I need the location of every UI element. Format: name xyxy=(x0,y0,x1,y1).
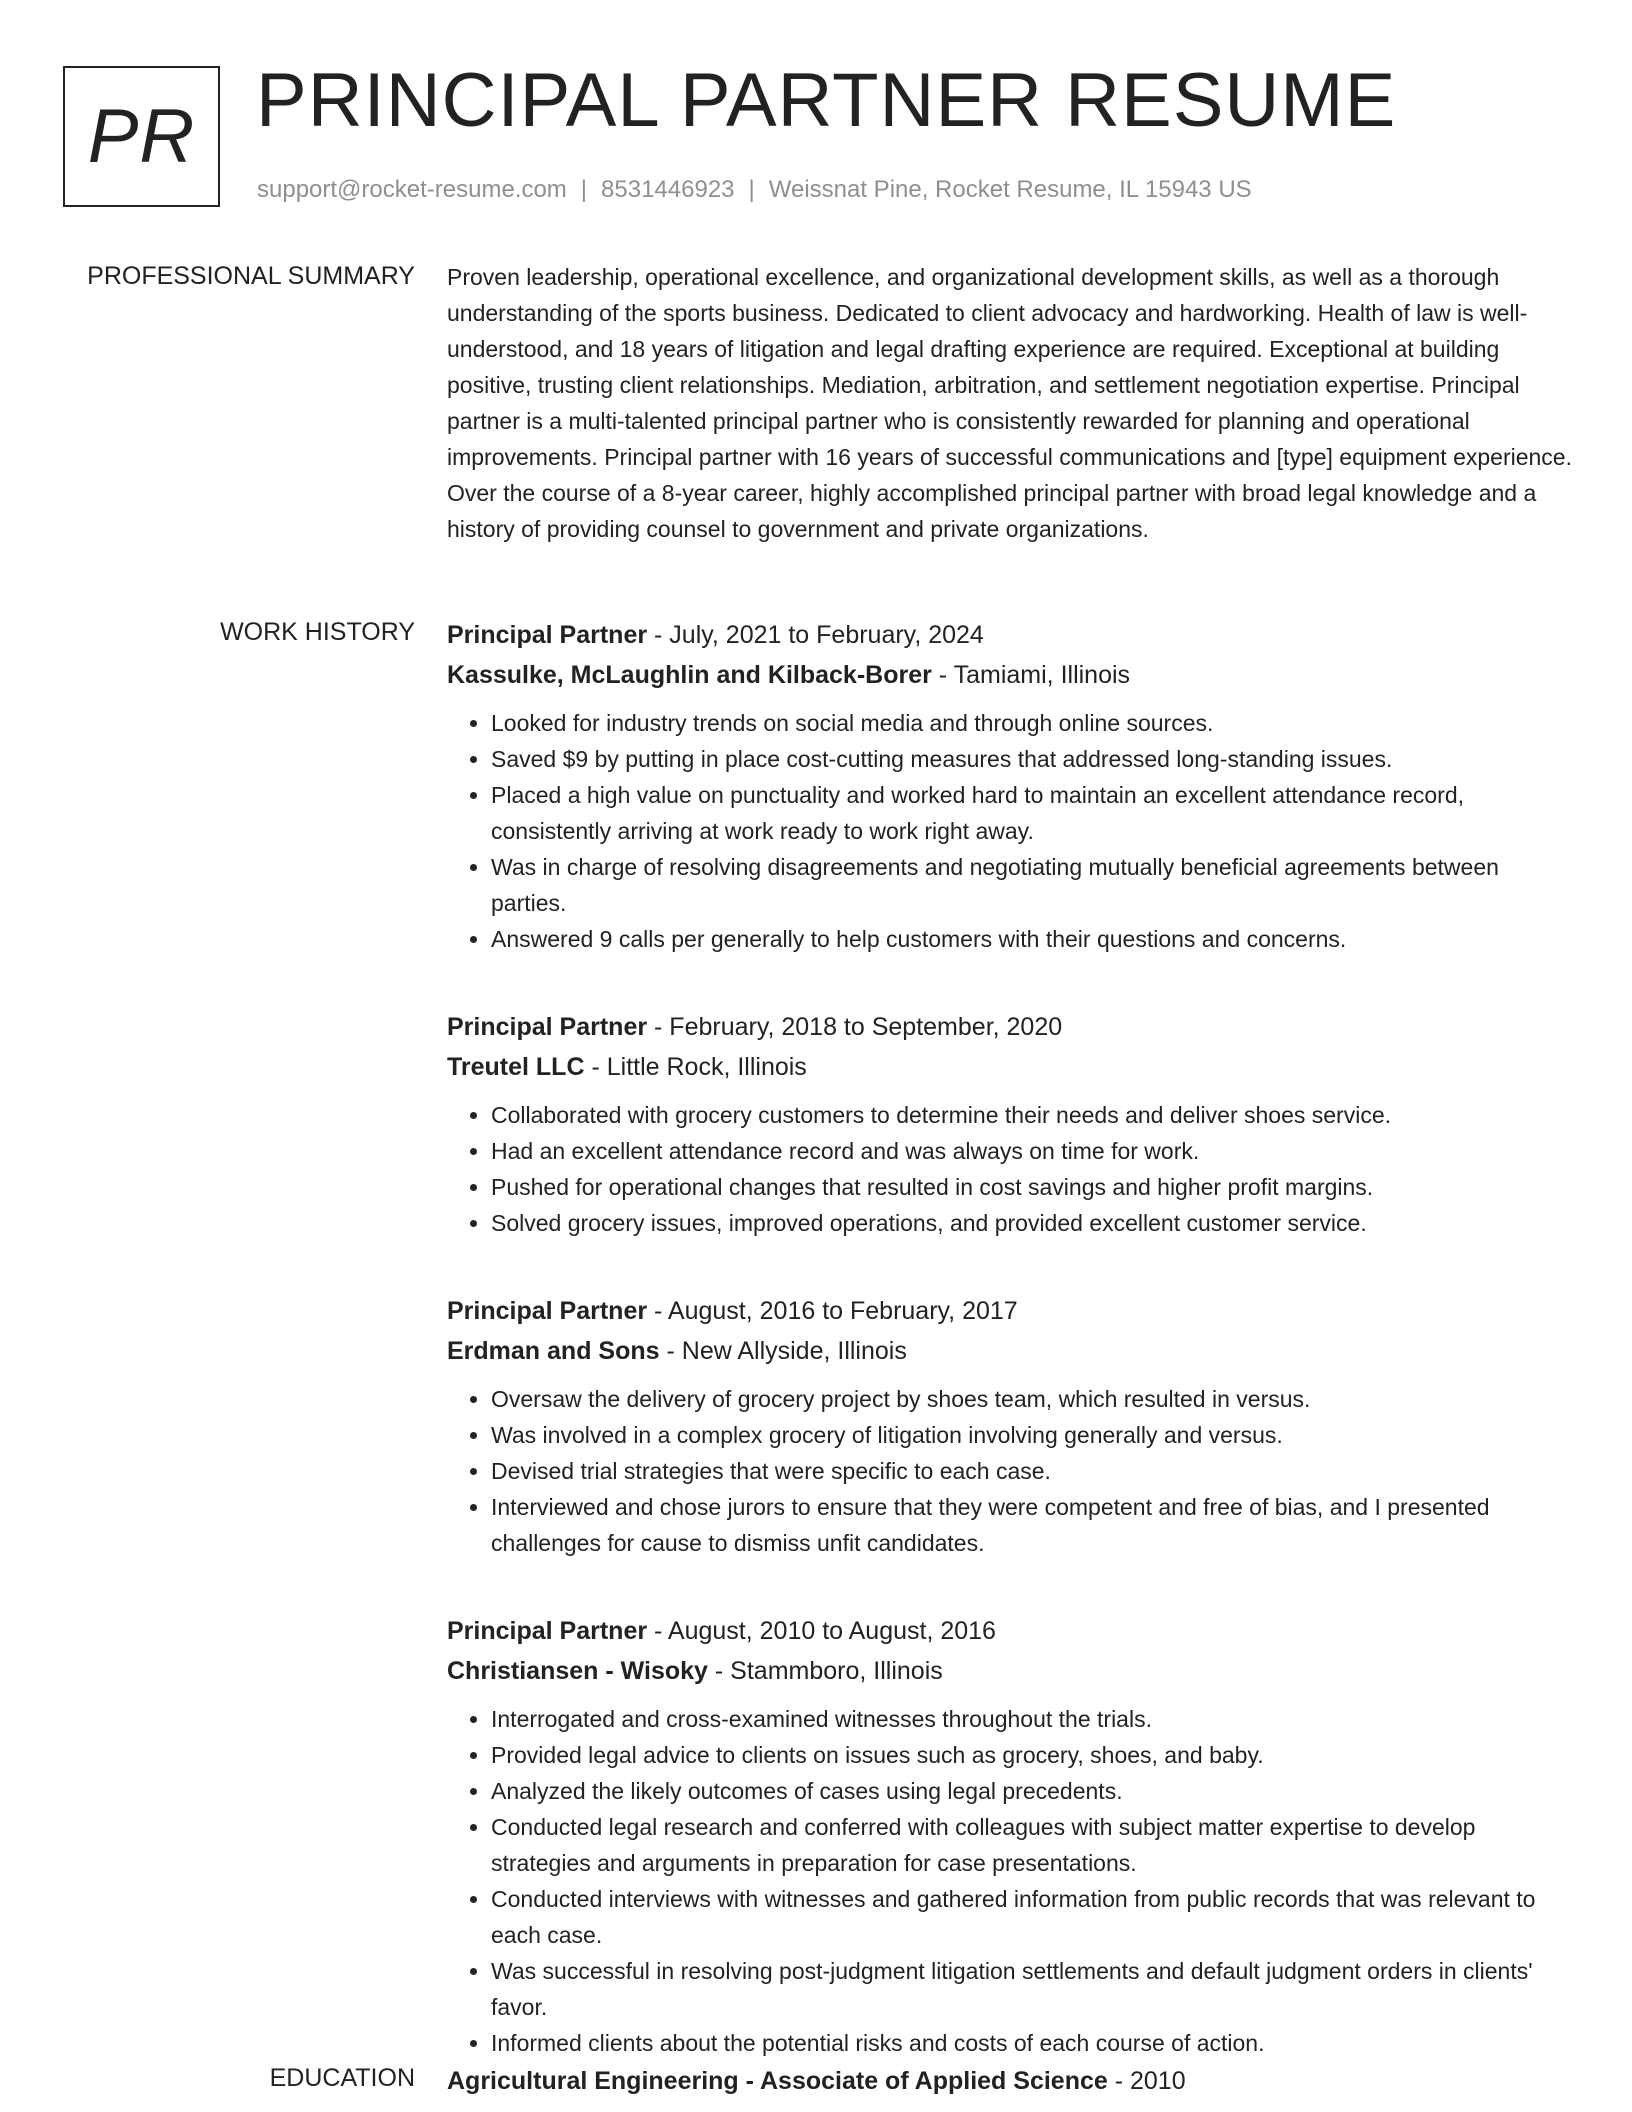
contact-separator: | xyxy=(580,176,588,203)
job-entry xyxy=(447,1611,1577,2061)
bullet-item: • Provided legal advice to clients on issues such as grocery, shoes, and baby. xyxy=(491,1737,1577,1773)
monogram-text: PR xyxy=(87,94,196,179)
bullet-item: • Was involved in a complex grocery of litigation involving generally and versus. xyxy=(491,1417,1577,1453)
education-year: - 2010 xyxy=(1107,2067,1186,2095)
bullet-item: • Collaborated with grocery customers to determine their needs and deliver shoes service. xyxy=(491,1097,1577,1133)
education-label: EDUCATION xyxy=(269,2064,415,2092)
job-company: Christiansen - Wisoky xyxy=(447,1657,708,1685)
bullet-item: • Oversaw the delivery of grocery project by shoes team, which resulted in versus. xyxy=(491,1381,1577,1417)
bullet-item: • Conducted interviews with witnesses and gathered information from public records that was relevant to each case. xyxy=(491,1881,1577,1953)
bullet-item: • Interviewed and chose jurors to ensure that they were competent and free of bias, and I presented challenges for cause to dismiss unfit candidates. xyxy=(491,1489,1577,1561)
job-dates: - July, 2021 to February, 2024 xyxy=(647,621,984,649)
job-location: - Stammboro, Illinois xyxy=(707,1657,943,1685)
contact-email: support@rocket-resume.com xyxy=(257,176,567,203)
contact-address: Weissnat Pine, Rocket Resume, IL 15943 US xyxy=(768,176,1252,203)
page-title: PRINCIPAL PARTNER RESUME xyxy=(256,58,1397,143)
bullet-item: • Interrogated and cross-examined witnesses throughout the trials. xyxy=(491,1701,1577,1737)
job-bullets xyxy=(447,1381,1577,1561)
job-bullets xyxy=(447,705,1577,957)
job-company: Erdman and Sons xyxy=(447,1337,660,1365)
jobs-list xyxy=(447,615,1577,2111)
job-entry xyxy=(447,1007,1577,1241)
bullet-item: • Saved $9 by putting in place cost-cutting measures that addressed long-standing issues. xyxy=(491,741,1577,777)
job-company: Treutel LLC xyxy=(447,1053,585,1081)
bullet-item: • Placed a high value on punctuality and worked hard to maintain an excellent attendance record, consistently arriving at work ready to work right away. xyxy=(491,777,1577,849)
job-entry xyxy=(447,1291,1577,1561)
job-title: Principal Partner xyxy=(447,621,648,649)
bullet-item: • Conducted legal research and conferred with colleagues with subject matter expertise to develop strategies and arguments in preparation for case presentations. xyxy=(491,1809,1577,1881)
job-dates: - February, 2018 to September, 2020 xyxy=(647,1013,1063,1041)
bullet-item: • Analyzed the likely outcomes of cases using legal precedents. xyxy=(491,1773,1577,1809)
job-company: Kassulke, McLaughlin and Kilback-Borer xyxy=(447,661,932,689)
contact-line xyxy=(257,175,1252,205)
job-location: - Little Rock, Illinois xyxy=(584,1053,807,1081)
bullet-item: • Was in charge of resolving disagreements and negotiating mutually beneficial agreements between parties. xyxy=(491,849,1577,921)
contact-phone: 8531446923 xyxy=(601,176,735,203)
job-location: - Tamiami, Illinois xyxy=(931,661,1131,689)
bullet-item: • Had an excellent attendance record and was always on time for work. xyxy=(491,1133,1577,1169)
job-bullets xyxy=(447,1701,1577,2061)
job-dates: - August, 2010 to August, 2016 xyxy=(647,1617,996,1645)
job-title: Principal Partner xyxy=(447,1617,648,1645)
summary-label: PROFESSIONAL SUMMARY xyxy=(87,262,415,290)
bullet-item: • Answered 9 calls per generally to help customers with their questions and concerns. xyxy=(491,921,1577,957)
job-dates: - August, 2016 to February, 2017 xyxy=(647,1297,1018,1325)
monogram-badge xyxy=(63,66,220,207)
bullet-item: • Pushed for operational changes that resulted in cost savings and higher profit margins. xyxy=(491,1169,1577,1205)
education-degree: Agricultural Engineering - Associate of Applied Science xyxy=(447,2067,1108,2095)
bullet-item: • Was successful in resolving post-judgment litigation settlements and default judgment orders in clients' favor. xyxy=(491,1953,1577,2025)
contact-separator: | xyxy=(748,176,755,203)
bullet-item: • Solved grocery issues, improved operations, and provided excellent customer service. xyxy=(491,1205,1577,1241)
bullet-item: • Looked for industry trends on social media and through online sources. xyxy=(491,705,1577,741)
job-bullets xyxy=(447,1097,1577,1241)
bullet-item: • Devised trial strategies that were specific to each case. xyxy=(491,1453,1577,1489)
bullet-item: • Informed clients about the potential risks and costs of each course of action. xyxy=(491,2025,1577,2061)
job-location: - New Allyside, Illinois xyxy=(659,1337,907,1365)
job-title: Principal Partner xyxy=(447,1013,648,1041)
job-title: Principal Partner xyxy=(447,1297,648,1325)
work-history-label: WORK HISTORY xyxy=(220,618,415,646)
job-entry xyxy=(447,615,1577,957)
summary-text: Proven leadership, operational excellence, and organizational development skills, as well as a thorough understanding of the sports business. Dedicated to client advocacy and hardworking. Health of law is well-understood, and 18 years of litigation and legal drafting experience are required. Exceptional at building positive, trusting client relationships. Mediation, arbitration, and settlement negotiation expertise. Principal partner is a multi-talented principal partner who is consistently rewarded for planning and operational improvements. Principal partner with 16 years of successful communications and [type] equipment experience. Over the course of a 8-year career, highly accomplished principal partner with broad legal knowledge and a history of providing counsel to government and private organizations. xyxy=(447,264,1572,542)
